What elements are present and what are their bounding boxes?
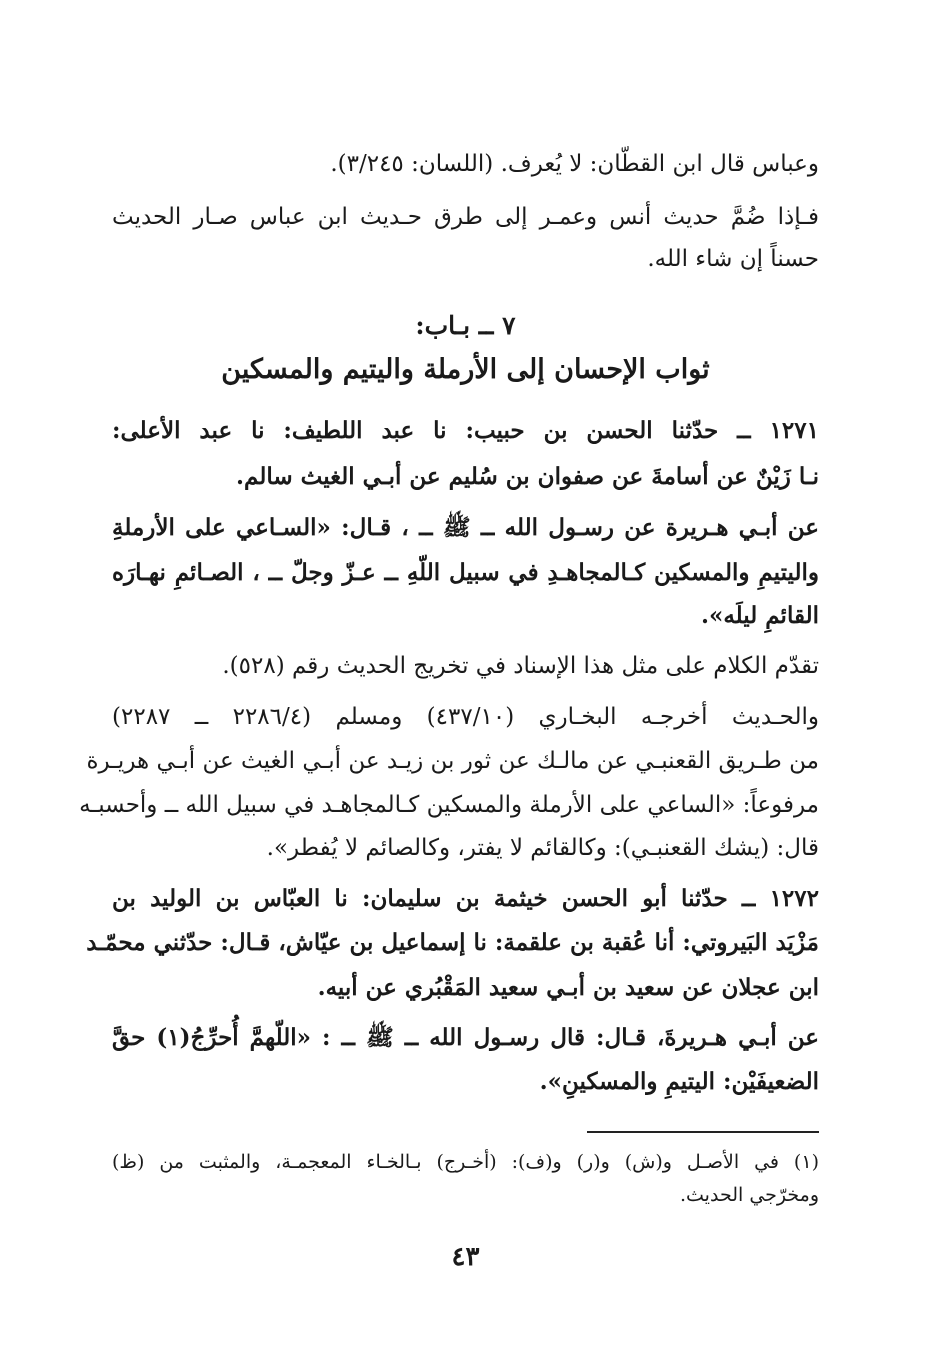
intro-line-2: فـإذا ضُمَّ حديث أنس وعمـر إلى طرق حـديث ابن عباس صـار الحديث [112,204,819,230]
chapter-title: ثواب الإحسان إلى الأرملة واليتيم والمسكين [221,354,710,385]
takhrij-line-4: قال: (يشك القعنبـي): وكالقائم لا يفتر، وكالصائم لا يُفطر». [266,835,819,861]
hadith-1272-matn-line-1: عن أبـي هـريرةَ، قـال: قال رسـول الله ــ ﷺ ــ : «اللّهمَّ أُحرِّجُ(١) حقَّ [112,1024,820,1051]
hadith-1271-isnad-line-1: ١٢٧١ ــ حدّثنا الحسن بن حبيب: نا عبد اللطيف: نا عبد الأعلى: [112,417,819,444]
page-number: ٤٣ [451,1242,480,1272]
takhrij-line-3: مرفوعاً: «الساعي على الأرملة والمسكين كـالمجاهـد في سبيل الله ــ وأحسبـه [79,792,819,818]
takhrij-line-1: والحـديث أخرجـه البخـاري (٤٣٧/١٠) ومسلم (٢٢٨٦/٤ ــ ٢٢٨٧) [112,704,819,730]
footnote-line-2: ومخرّجي الحديث. [679,1184,819,1206]
hadith-1272-matn-line-2: الضعيفَيْن: اليتيمِ والمسكينِ». [539,1068,819,1095]
hadith-1271-matn-line-1: عن أبـي هـريرة عن رسـول الله ــ ﷺ ــ ، قـال: «السـاعي على الأرملةِ [112,514,819,541]
footnote-line-1: (١) في الأصـل و(ش) و(ر) و(ف): (أخـرج) بـالخـاء المعجمـة، والمثبت من (ظ) [112,1151,819,1173]
intro-line-3: حسناً إن شاء الله. [647,246,819,272]
hadith-1271-matn-line-2: واليتيمِ والمسكين كـالمجاهـدِ في سبيل اللّهِ ــ عـزّ وجلّ ــ ، الصـائمِ نهـارَه [112,559,819,586]
chapter-number: ٧ ــ بـاب: [415,311,516,340]
hadith-1271-matn-line-3: القائمِ ليلَه». [700,602,819,629]
hadith-1272-isnad-line-2: مَزْيَد البَيروتي: أنا عُقبة بن علقمة: نا إسماعيل بن عيّاش، قـال: حدّثني محمّـد [86,929,819,956]
intro-line-1: وعباس قال ابن القطّان: لا يُعرف. (اللسان: ٣/٢٤٥). [330,151,819,177]
hadith-1271-isnad-line-2: نـا زَيْنٌ عن أسامةَ عن صفوان بن سُليم عن أبـي الغيث سالم. [236,463,819,490]
footnote-divider [587,1131,819,1133]
hadith-1272-isnad-line-3: ابن عجلان عن سعيد بن أبـي سعيد المَقْبُري عن أبيه. [317,974,819,1001]
takhrij-line-2: من طـريق القعنبـي عن مالـك عن ثور بن زيـد عن أبـي الغيث عن أبـي هريـرة [86,748,819,774]
hadith-1271-note: تقدّم الكلام على مثل هذا الإسناد في تخريج الحديث رقم (٥٢٨). [222,653,819,679]
hadith-1272-isnad-line-1: ١٢٧٢ ــ حدّثنا أبو الحسن خيثمة بن سليمان: نا العبّاس بن الوليد بن [112,885,819,912]
